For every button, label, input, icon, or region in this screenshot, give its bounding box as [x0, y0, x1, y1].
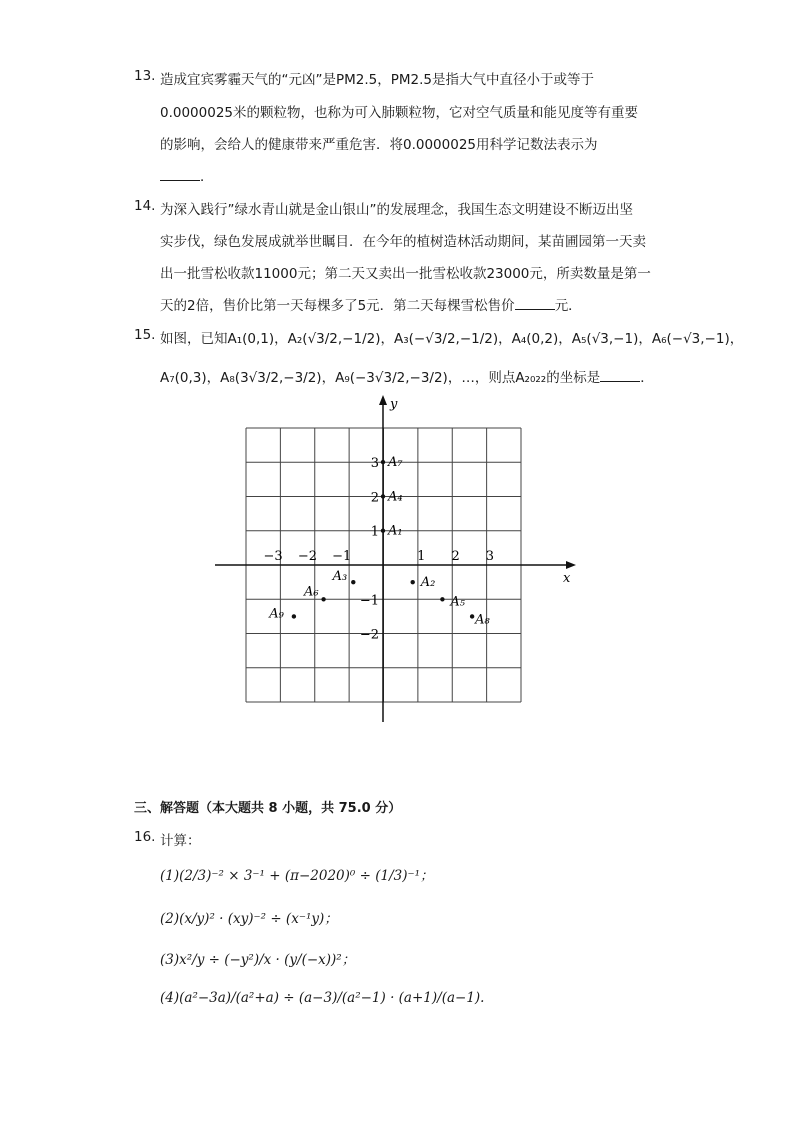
y-tick-label: 2 — [370, 490, 379, 506]
point-label: A₈ — [475, 612, 490, 628]
point-marker — [381, 494, 385, 498]
sub-question: (4)(a²−3a)/(a²+a) ÷ (a−3)/(a²−1) · (a+1)/(a−1). — [160, 990, 485, 1006]
question-text-line: 实步伐，绿色发展成就举世瞩目．在今年的植树造林活动期间，某苗圃园第一天卖 — [160, 234, 646, 250]
point-marker — [440, 597, 444, 601]
x-tick-label: −2 — [297, 549, 317, 564]
x-tick-label: 3 — [485, 549, 495, 564]
point-marker — [381, 529, 385, 533]
question-number: 14. — [134, 198, 156, 214]
point-marker — [470, 614, 474, 618]
x-axis — [215, 561, 576, 586]
sub-question: (1)(2/3)⁻² × 3⁻¹ + (π−2020)⁰ ÷ (1/3)⁻¹； — [160, 868, 434, 884]
section-title: 三、解答题（本大题共 8 小题，共 75.0 分） — [134, 801, 402, 816]
answer-blank[interactable] — [600, 369, 640, 382]
tick-labels — [264, 456, 495, 642]
point-marker — [321, 597, 325, 601]
y-tick-label: −1 — [359, 593, 379, 609]
data-points — [268, 455, 490, 627]
x-tick-label: −1 — [332, 549, 352, 564]
answer-line: 天的2倍，售价比第一天每棵多了5元．第二天每棵雪松售价 元． — [160, 298, 582, 314]
point-label: A₅ — [450, 594, 466, 610]
point-marker — [292, 614, 296, 618]
question-text-line: 的影响，会给人的健康带来严重危害．将0.0000025用科学记数法表示为 — [160, 137, 598, 153]
point-label: A₆ — [303, 584, 319, 600]
point-label: A₂ — [420, 575, 436, 591]
y-tick-label: −2 — [359, 627, 379, 643]
point-label: A₃ — [332, 569, 348, 585]
point-label: A₁ — [388, 523, 403, 539]
point-marker — [381, 460, 385, 464]
question-text-line: 如图，已知A₁(0,1)，A₂(√3/2,−1/2)，A₃(−√3/2,−1/2)，A₄(0,2)，A₅(√3,−1)，A₆(−√3,−1)， — [160, 331, 744, 347]
question-text-line: 造成宜宾雾霾天气的“元凶”是PM2.5，PM2.5是指大气中直径小于或等于 — [160, 72, 595, 88]
question-text-line: 出一批雪松收款11000元；第二天又卖出一批雪松收款23000元，所卖数量是第一 — [160, 266, 651, 282]
question-text-line: 0.0000025米的颗粒物，也称为可入肺颗粒物，它对空气质量和能见度等有重要 — [160, 105, 639, 121]
point-label: A₉ — [269, 606, 284, 622]
question-text-line: 为深入践行”绿水青山就是金山银山”的发展理念，我国生态文明建设不断迈出坚 — [160, 202, 633, 218]
answer-line: A₇(0,3)，A₈(3√3/2,−3/2)，A₉(−3√3/2,−3/2)，…，则点A₂₀₂₂的坐标是 ． — [160, 370, 654, 386]
answer-blank[interactable] — [160, 168, 200, 181]
question-number: 16. — [134, 829, 156, 845]
x-tick-label: −3 — [263, 549, 283, 564]
answer-blank[interactable] — [515, 297, 555, 310]
point-marker — [411, 580, 415, 584]
point-label: A₄ — [388, 489, 403, 505]
sub-question: (3)x²/y ÷ (−y²)/x · (y/(−x))²； — [160, 952, 356, 968]
y-tick-label: 1 — [370, 524, 379, 540]
x-tick-label: 1 — [417, 549, 426, 564]
question-number: 13. — [134, 68, 156, 84]
sub-question: (2)(x/y)² · (xy)⁻² ÷ (x⁻¹y)； — [160, 911, 338, 927]
x-tick-label: 2 — [451, 549, 460, 564]
x-axis-label: x — [563, 571, 571, 586]
point-marker — [351, 580, 355, 584]
y-axis — [379, 395, 398, 722]
y-axis-label: y — [390, 397, 398, 412]
question-number: 15. — [134, 327, 156, 343]
question-intro: 计算： — [160, 833, 201, 849]
y-tick-label: 3 — [370, 456, 379, 472]
grid — [246, 428, 521, 702]
point-label: A₇ — [388, 455, 403, 471]
answer-line: ． — [160, 165, 214, 185]
